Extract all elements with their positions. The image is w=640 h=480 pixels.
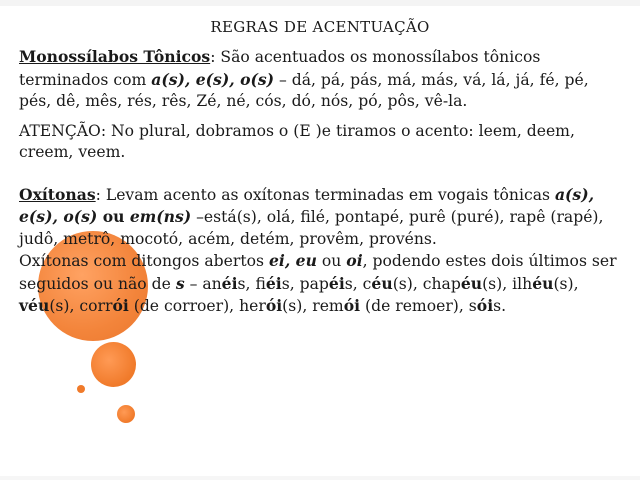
example-text-7: (de corroer), her xyxy=(128,297,266,315)
example-text-5: (s), xyxy=(553,274,579,293)
oxitonas-paragraph xyxy=(19,184,619,318)
ditongos-s: s xyxy=(175,273,185,293)
monossilabos-text-2: – dá, pá, pás, má, más, vá, lá, já, fé, pé, pés, dê, mês, rés, rês, Zé, né, cós, dó, nós, pó, pôs, vê-la. xyxy=(19,70,589,110)
monossilabos-endings: a(s), e(s), o(s) xyxy=(151,69,275,89)
slide-body xyxy=(19,46,619,318)
example-text-3: (s), chap xyxy=(392,274,461,293)
ditongos-text-3: – an xyxy=(184,274,222,293)
example-text-1: s, pap xyxy=(281,274,329,293)
example-accent-6: véu xyxy=(19,296,50,315)
bottom-band xyxy=(0,476,640,480)
example-text-2: s, c xyxy=(344,274,372,293)
oxitonas-heading: Oxítonas xyxy=(19,184,96,204)
example-text-4: (s), ilh xyxy=(482,274,533,293)
example-text-0: s, fi xyxy=(237,274,266,293)
monossilabos-text-1: : São acentuados os monossílabos tônicos terminados com xyxy=(19,48,541,89)
decorative-circle-small xyxy=(117,405,135,423)
example-accent-0: éi xyxy=(221,273,238,293)
ditongos-ou: ou xyxy=(316,252,347,270)
example-accent-1: éi xyxy=(265,273,282,293)
ditongos-oi: oi xyxy=(346,251,363,270)
atencao-paragraph: ATENÇÃO: No plural, dobramos o (E )e tiramos o acento: leem, deem, creem, veem. xyxy=(19,121,575,161)
example-accent-2: éi xyxy=(328,273,345,293)
oxitonas-endings: a(s), e(s), o(s) xyxy=(19,184,595,226)
decorative-circle-medium xyxy=(91,342,136,387)
oxitonas-ou: ou xyxy=(97,207,130,226)
oxitonas-text-2: –está(s), olá, filé, pontapé, purê (puré), rapê (rapé), judô, metrô, mocotó, acém, detém, provêm, provéns. xyxy=(19,208,604,248)
slide-title: REGRAS DE ACENTUAÇÃO xyxy=(210,18,430,36)
monossilabos-paragraph xyxy=(19,46,619,113)
example-text-10: s. xyxy=(493,297,507,315)
ditongos-text-1: Oxítonas com ditongos abertos xyxy=(19,252,269,270)
example-accent-5: éu xyxy=(532,273,554,293)
monossilabos-heading: Monossílabos Tônicos xyxy=(19,47,211,66)
top-band xyxy=(0,0,640,6)
example-accent-7: ói xyxy=(112,296,129,315)
oxitonas-text-1: : Levam acento as oxítonas terminadas em vogais tônicas xyxy=(95,185,555,204)
example-accent-10: ói xyxy=(476,296,494,315)
example-accent-9: ói xyxy=(343,296,361,315)
ditongos-ei-eu: ei, eu xyxy=(268,251,317,270)
example-text-9: (de remoer), s xyxy=(360,297,477,315)
example-text-6: (s), corr xyxy=(49,297,113,315)
decorative-circle-dot xyxy=(77,385,85,393)
oxitonas-em: em(ns) xyxy=(129,207,192,226)
example-accent-8: ói xyxy=(265,296,283,315)
example-accent-4: éu xyxy=(460,273,483,293)
example-text-8: (s), rem xyxy=(282,297,344,315)
example-accent-3: éu xyxy=(371,273,393,293)
ditongos-text-2: , podendo estes dois últimos ser seguidos ou não de xyxy=(19,252,617,293)
